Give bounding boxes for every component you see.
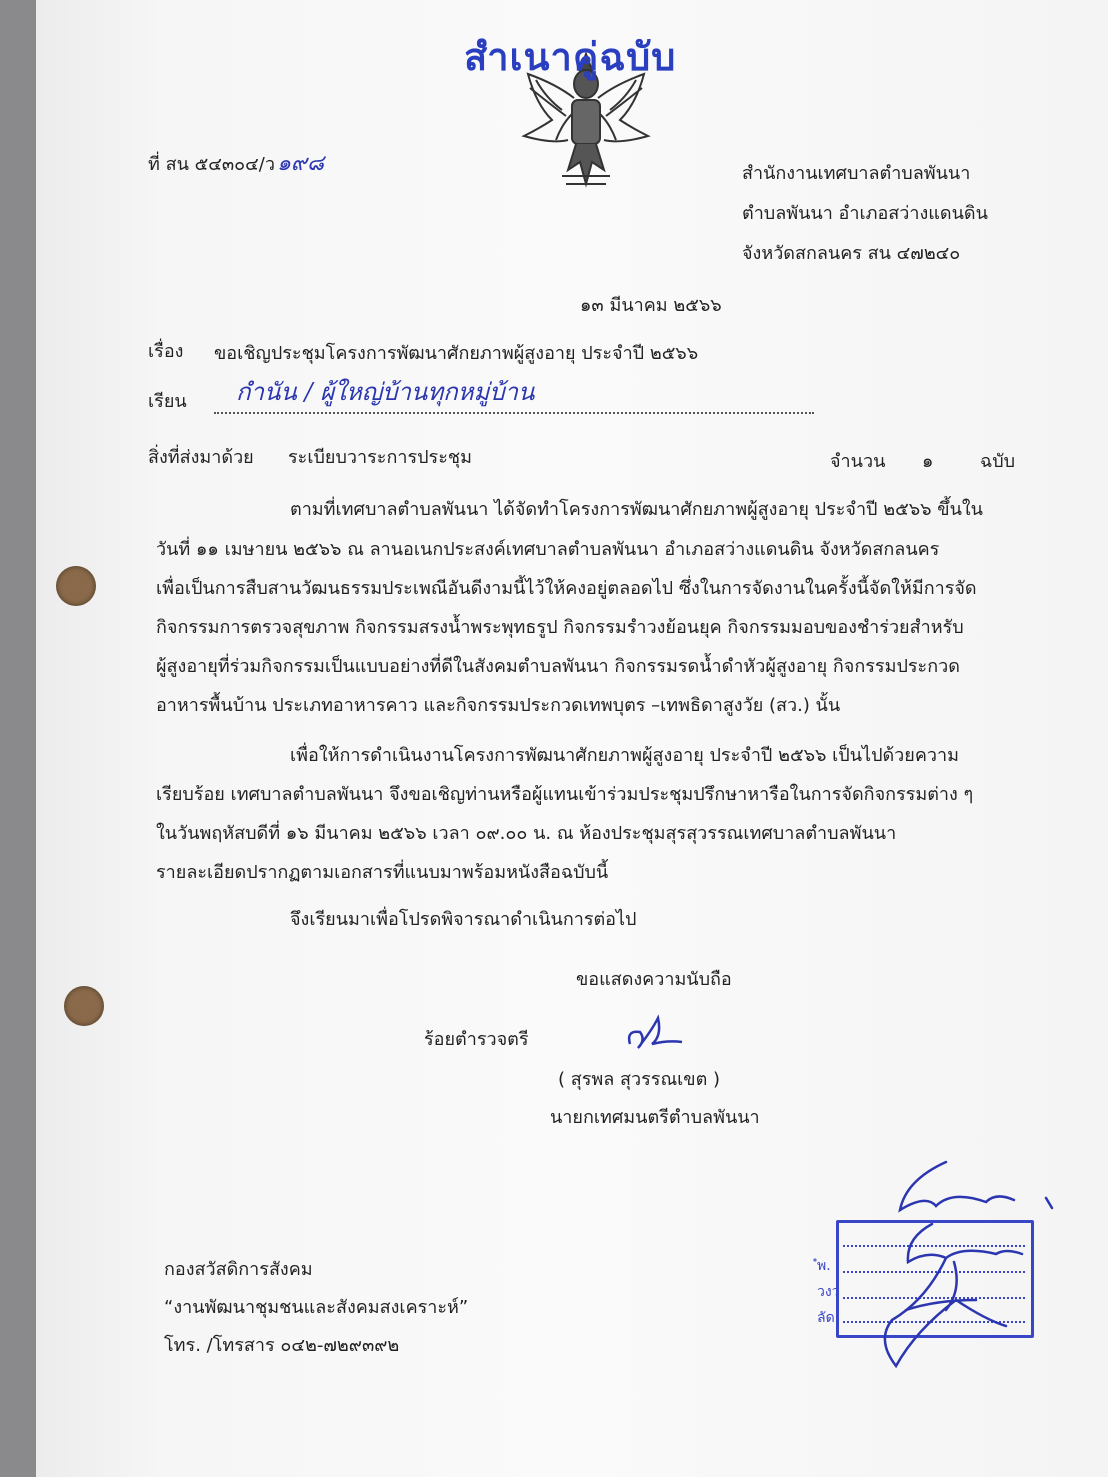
footer-dept: กองสวัสดิการสังคม <box>164 1259 313 1280</box>
body-p2-line: ในวันพฤหัสบดีที่ ๑๖ มีนาคม ๒๕๖๖ เวลา ๐๙.๐๐ น. ณ ห้องประชุมสุรสุวรรณเทศบาลตำบลพันนา <box>156 823 897 844</box>
enclosure-count: ๑ <box>922 451 934 472</box>
stamp-row-label: ํพ. <box>817 1258 831 1274</box>
enclosure-unit: ฉบับ <box>980 451 1016 472</box>
body-p1-line: กิจกรรมการตรวจสุขภาพ กิจกรรมสรงน้ำพระพุทธรูป กิจกรรมรำวงย้อนยุค กิจกรรมมอบของชำร่วยสำหรับ <box>156 617 964 638</box>
to-handwritten: กำนัน / ผู้ใหญ่บ้านทุกหมู่บ้าน <box>236 378 535 406</box>
subject-text: ขอเชิญประชุมโครงการพัฒนาศักยภาพผู้สูงอายุ ประจำปี ๒๕๖๖ <box>214 343 699 364</box>
body-p2-line: เรียบร้อย เทศบาลตำบลพันนา จึงขอเชิญท่านหรือผู้แทนเข้าร่วมประชุมปรึกษาหารือในการจัดกิจกรรมต่าง ๆ <box>156 784 974 805</box>
enclosure-text: ระเบียบวาระการประชุม <box>288 447 472 468</box>
signature-mark <box>622 1010 692 1060</box>
copy-stamp: สำเนาคู่ฉบับ <box>464 35 677 79</box>
signatory-position: นายกเทศมนตรีตำบลพันนา <box>550 1107 760 1128</box>
signatory-rank: ร้อยตำรวจตรี <box>424 1029 529 1050</box>
subject-label: เรื่อง <box>148 341 184 362</box>
letter-page <box>36 0 1108 1477</box>
footer-unit: “งานพัฒนาชุมชนและสังคมสงเคราะห์” <box>164 1297 469 1318</box>
reference-printed: ที่ สน ๕๔๓๐๔/ว <box>148 154 275 175</box>
footer-phone: โทร. /โทรสาร ๐๔๒-๗๒๙๓๙๒ <box>164 1335 400 1356</box>
body-p2-line: รายละเอียดปรากฏตามเอกสารที่แนบมาพร้อมหนังสือฉบับนี้ <box>156 862 609 883</box>
body-p1-line: วันที่ ๑๑ เมษายน ๒๕๖๖ ณ ลานอเนกประสงค์เทศบาลตำบลพันนา อำเภอสว่างแดนดิน จังหวัดสกลนคร <box>156 539 940 560</box>
signatory-name: ( สุรพล สุวรรณเขต ) <box>558 1069 721 1090</box>
body-p1-line: เพื่อเป็นการสืบสานวัฒนธรรมประเพณีอันดีงามนี้ไว้ให้คงอยู่ตลอดไป ซึ่งในการจัดงานในครั้งนี้จัดให้มีการจัด <box>156 578 977 599</box>
body-p3: จึงเรียนมาเพื่อโปรดพิจารณาดำเนินการต่อไป <box>290 909 637 930</box>
punch-hole-bottom <box>64 986 104 1026</box>
punch-hole-top <box>56 566 96 606</box>
office-line-2: ตำบลพันนา อำเภอสว่างแดนดิน <box>742 203 988 224</box>
enclosure-count-label: จำนวน <box>830 451 886 472</box>
handwritten-scribbles <box>836 1150 1076 1380</box>
office-line-3: จังหวัดสกลนคร สน ๔๗๒๔๐ <box>742 243 961 264</box>
reference-number <box>148 152 324 177</box>
closing: ขอแสดงความนับถือ <box>576 969 732 990</box>
body-p1-line: ผู้สูงอายุที่ร่วมกิจกรรมเป็นแบบอย่างที่ดีในสังคมตำบลพันนา กิจกรรมรดน้ำดำหัวผู้สูงอายุ กิจกรรมประกวด <box>156 656 960 677</box>
body-p2-line: เพื่อให้การดำเนินงานโครงการพัฒนาศักยภาพผู้สูงอายุ ประจำปี ๒๕๖๖ เป็นไปด้วยความ <box>290 745 959 766</box>
stamp-row-label: วงว <box>817 1284 840 1300</box>
office-line-1: สำนักงานเทศบาลตำบลพันนา <box>742 163 971 184</box>
reference-handwritten: ๑๙๘ <box>276 151 324 176</box>
body-p1-line: อาหารพื้นบ้าน ประเภทอาหารคาว และกิจกรรมประกวดเทพบุตร –เทพธิดาสูงวัย (สว.) นั้น <box>156 695 841 716</box>
to-dotted-line <box>214 412 814 414</box>
stamp-row-label: ลัด. <box>817 1310 840 1326</box>
body-p1-line: ตามที่เทศบาลตำบลพันนา ได้จัดทำโครงการพัฒนาศักยภาพผู้สูงอายุ ประจำปี ๒๕๖๖ ขึ้นใน <box>290 499 983 520</box>
enclosure-label: สิ่งที่ส่งมาด้วย <box>148 447 254 468</box>
to-label: เรียน <box>148 391 187 412</box>
letter-date: ๑๓ มีนาคม ๒๕๖๖ <box>580 295 722 316</box>
